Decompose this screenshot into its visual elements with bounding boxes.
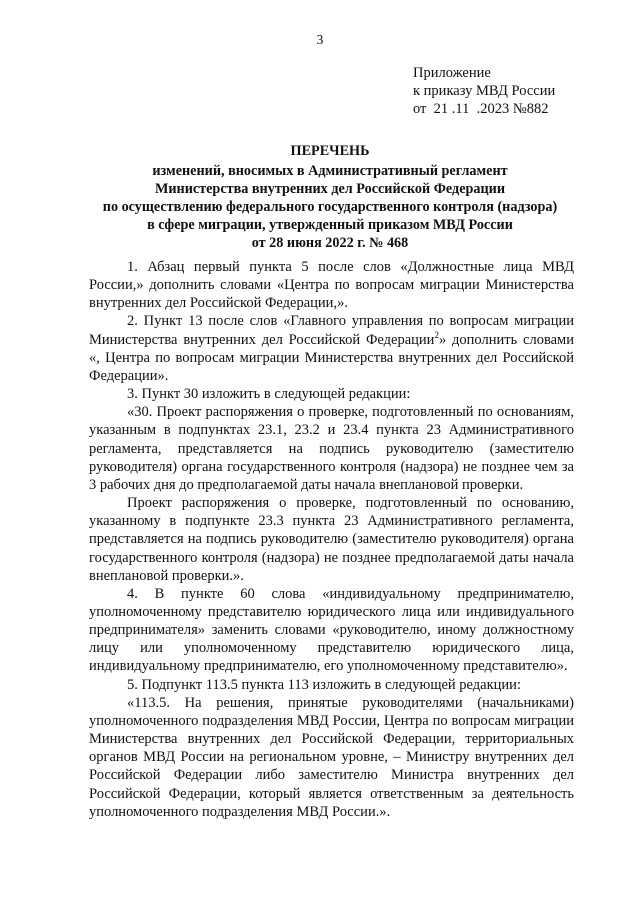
paragraph-item-2-text-a: 2. Пункт 13 после слов «Главного управления по вопросам миграции Министерства внутренних дел Российской Федерации [89, 313, 574, 348]
paragraph-item-1: 1. Абзац первый пункта 5 после слов «Должностные лица МВД России,» дополнить словами «Центра по вопросам миграции Министерства внутренних дел Российской Федерации,». [89, 259, 574, 312]
document-body [89, 258, 574, 821]
footnote-reference: 2 [434, 329, 439, 340]
annex-block [413, 64, 555, 118]
annex-label: Приложение [413, 65, 491, 81]
paragraph-item-2 [89, 312, 574, 385]
heading-line-4: в сфере миграции, утвержденный приказом МВД России [147, 217, 513, 233]
document-title: ПЕРЕЧЕНЬ [290, 143, 370, 159]
paragraph-item-4: 4. В пункте 60 слова «индивидуальному предпринимателю, уполномоченному представителю юридического лица или индивидуального предпринимателя» заменить словами «руководителю, иному должностному лицу или уполномоченному представителю юридического лица, индивидуальному предпринимателю, его уполномоченному представителю». [89, 585, 574, 675]
heading-line-1: изменений, вносимых в Административный регламент [152, 163, 508, 179]
paragraph-item-2-text-b: » дополнить словами «, Центра по вопросам миграции Министерства внутренних дел Российской Федерации». [89, 331, 574, 384]
heading-line-3: по осуществлению федерального государственного контроля (надзора) [102, 199, 558, 215]
annex-order-date-number: от 21 .11 .2023 №882 [413, 101, 549, 117]
paragraph-item-5: 5. Подпункт 113.5 пункта 113 изложить в следующей редакции: [127, 676, 521, 693]
paragraph-item-30-text-2: Проект распоряжения о проверке, подготовленный по основанию, указанному в подпункте 23.3 пункта 23 Административного регламента, представляется на подпись руководителю (заместителю руководителя) органа государственного контроля (надзора) не позднее предполагаемой даты начала внеплановой проверки.». [89, 495, 574, 584]
paragraph-item-3: 3. Пункт 30 изложить в следующей редакции: [127, 386, 411, 403]
paragraph-item-30-text: «30. Проект распоряжения о проверке, подготовленный по основаниям, указанным в подпунктах 23.1, 23.2 и 23.4 пункта 23 Административного регламента, представляется на подпись руководителю (заместителю руководителя) органа государственного контроля (надзора) не позднее чем за 3 рабочих дня до предполагаемой даты начала внеплановой проверки. [89, 404, 574, 493]
annex-order-reference: к приказу МВД России [413, 83, 556, 99]
heading-line-5: от 28 июня 2022 г. № 468 [251, 235, 409, 251]
heading-line-2: Министерства внутренних дел Российской Федерации [154, 181, 506, 197]
document-heading [80, 142, 580, 252]
paragraph-item-113-5-text: «113.5. На решения, принятые руководителями (начальниками) уполномоченного подразделения МВД России, Центра по вопросам миграции Министерства внутренних дел Российской Федерации, территориальных органов МВД России на региональном уровне, – Министру внутренних дел Российской Федерации либо заместителю Министра внутренних дел Российской Федерации, который является ответственным за деятельность уполномоченного подразделения МВД России.». [89, 694, 574, 820]
page-number: 3 [316, 32, 324, 47]
